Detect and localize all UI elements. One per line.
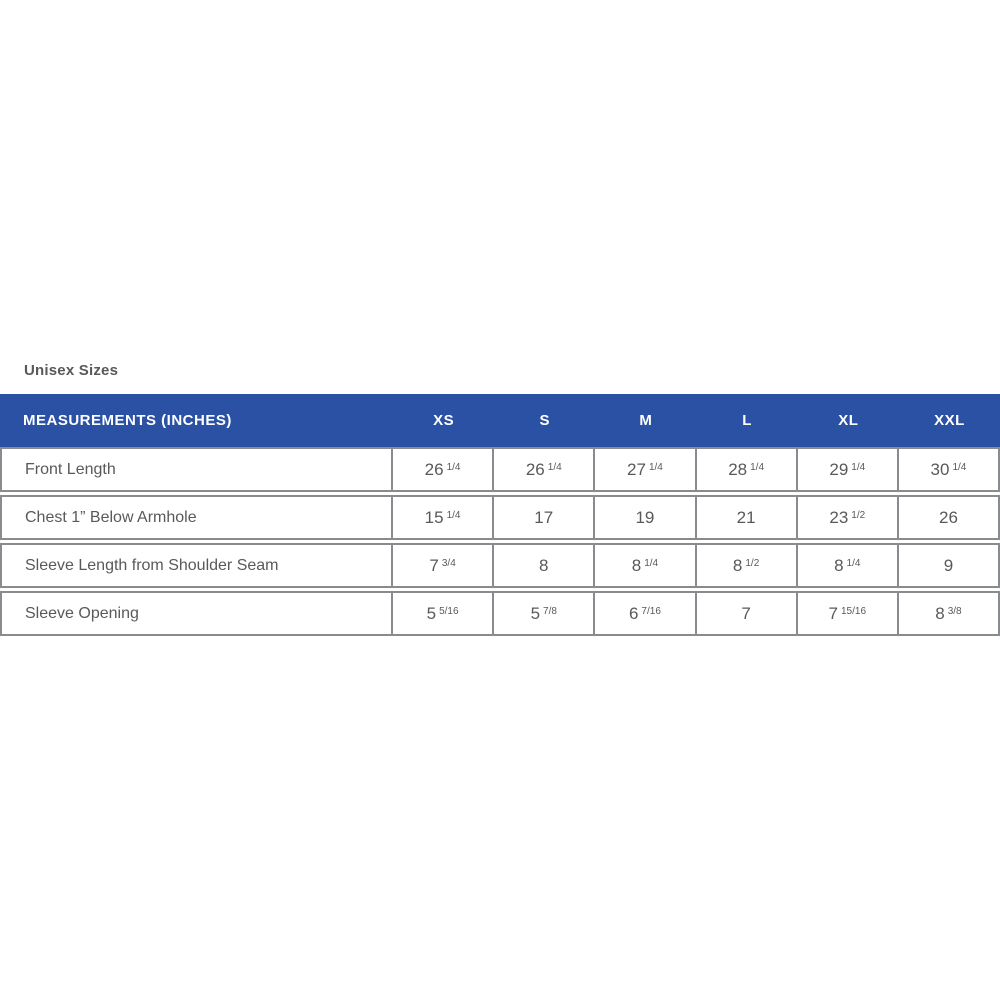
value-fraction: 1/4 (846, 558, 861, 569)
value-fraction: 1/4 (446, 510, 461, 521)
size-value-cell (593, 495, 696, 540)
size-chart-table (0, 394, 1000, 636)
value-whole-number: 17 (534, 507, 554, 527)
measurement-row-label: Sleeve Opening (0, 591, 393, 636)
size-value-cell (796, 447, 899, 492)
value-whole-number: 8 (834, 555, 844, 575)
value-fraction: 1/2 (851, 510, 866, 521)
value-fraction: 1/4 (648, 462, 663, 473)
size-value-cell (391, 447, 494, 492)
table-body (0, 447, 1000, 636)
size-value-cell (695, 543, 798, 588)
size-chart-section (0, 362, 1000, 636)
value-whole-number: 23 (829, 507, 849, 527)
value-fraction: 3/8 (947, 606, 962, 617)
value-fraction: 1/4 (547, 462, 562, 473)
value-fraction: 5/16 (439, 606, 459, 617)
table-row (0, 543, 1000, 588)
value-fraction: 1/4 (750, 462, 765, 473)
value-whole-number: 26 (424, 459, 444, 479)
size-column-header-xl: XL (838, 412, 859, 429)
value-fraction: 7/16 (641, 606, 661, 617)
size-value-cell (492, 591, 595, 636)
value-whole-number: 8 (631, 555, 642, 575)
table-row (0, 495, 1000, 540)
size-value-cell (492, 543, 595, 588)
measurements-header-cell: MEASUREMENTS (INCHES) (23, 412, 232, 429)
page-title: Unisex Sizes (24, 362, 119, 379)
size-value-cell (391, 543, 494, 588)
value-whole-number: 7 (429, 555, 439, 575)
size-value-cell (897, 543, 1000, 588)
table-row (0, 447, 1000, 492)
value-whole-number: 6 (628, 603, 639, 623)
value-whole-number: 26 (525, 459, 545, 479)
size-value-cell (593, 591, 696, 636)
size-value-cell (593, 447, 696, 492)
value-whole-number: 27 (627, 459, 646, 479)
size-column-header-xxl: XXL (934, 412, 965, 429)
value-whole-number: 8 (935, 603, 945, 623)
size-value-cell (695, 495, 798, 540)
table-header-row (0, 394, 1000, 447)
value-whole-number: 28 (728, 459, 748, 479)
size-value-cell (695, 591, 798, 636)
value-whole-number: 21 (736, 507, 756, 527)
value-whole-number: 8 (732, 555, 743, 575)
value-whole-number: 30 (930, 459, 950, 479)
size-value-cell (391, 495, 494, 540)
size-value-cell (796, 495, 899, 540)
value-fraction: 1/4 (952, 462, 967, 473)
size-value-cell (695, 447, 798, 492)
value-whole-number: 26 (938, 507, 958, 527)
value-whole-number: 8 (539, 555, 549, 575)
value-whole-number: 7 (828, 603, 838, 623)
value-fraction: 7/8 (543, 606, 557, 617)
size-value-cell (391, 591, 494, 636)
value-whole-number: 5 (426, 603, 437, 623)
size-column-header-xs: XS (433, 412, 455, 429)
value-fraction: 1/4 (446, 462, 461, 473)
size-value-cell (492, 447, 595, 492)
value-fraction: 1/4 (851, 462, 866, 473)
value-whole-number: 29 (829, 459, 849, 479)
size-value-cell (897, 591, 1000, 636)
size-column-header-m: M (639, 412, 653, 429)
value-whole-number: 7 (741, 603, 751, 623)
value-whole-number: 5 (530, 603, 541, 623)
value-whole-number: 19 (635, 507, 655, 527)
value-fraction: 1/4 (644, 558, 659, 569)
size-column-header-l: L (742, 412, 752, 429)
measurement-row-label: Chest 1” Below Armhole (0, 495, 393, 540)
measurement-row-label: Front Length (0, 447, 393, 492)
size-value-cell (593, 543, 696, 588)
value-fraction: 3/4 (441, 558, 456, 569)
size-value-cell (796, 543, 899, 588)
value-fraction: 15/16 (840, 606, 867, 617)
size-value-cell (897, 447, 1000, 492)
size-value-cell (897, 495, 1000, 540)
size-column-header-s: S (539, 412, 551, 429)
size-value-cell (492, 495, 595, 540)
value-fraction: 1/2 (745, 558, 760, 569)
value-whole-number: 9 (943, 555, 954, 575)
table-row (0, 591, 1000, 636)
value-whole-number: 15 (424, 507, 444, 527)
size-value-cell (796, 591, 899, 636)
measurement-row-label: Sleeve Length from Shoulder Seam (0, 543, 393, 588)
